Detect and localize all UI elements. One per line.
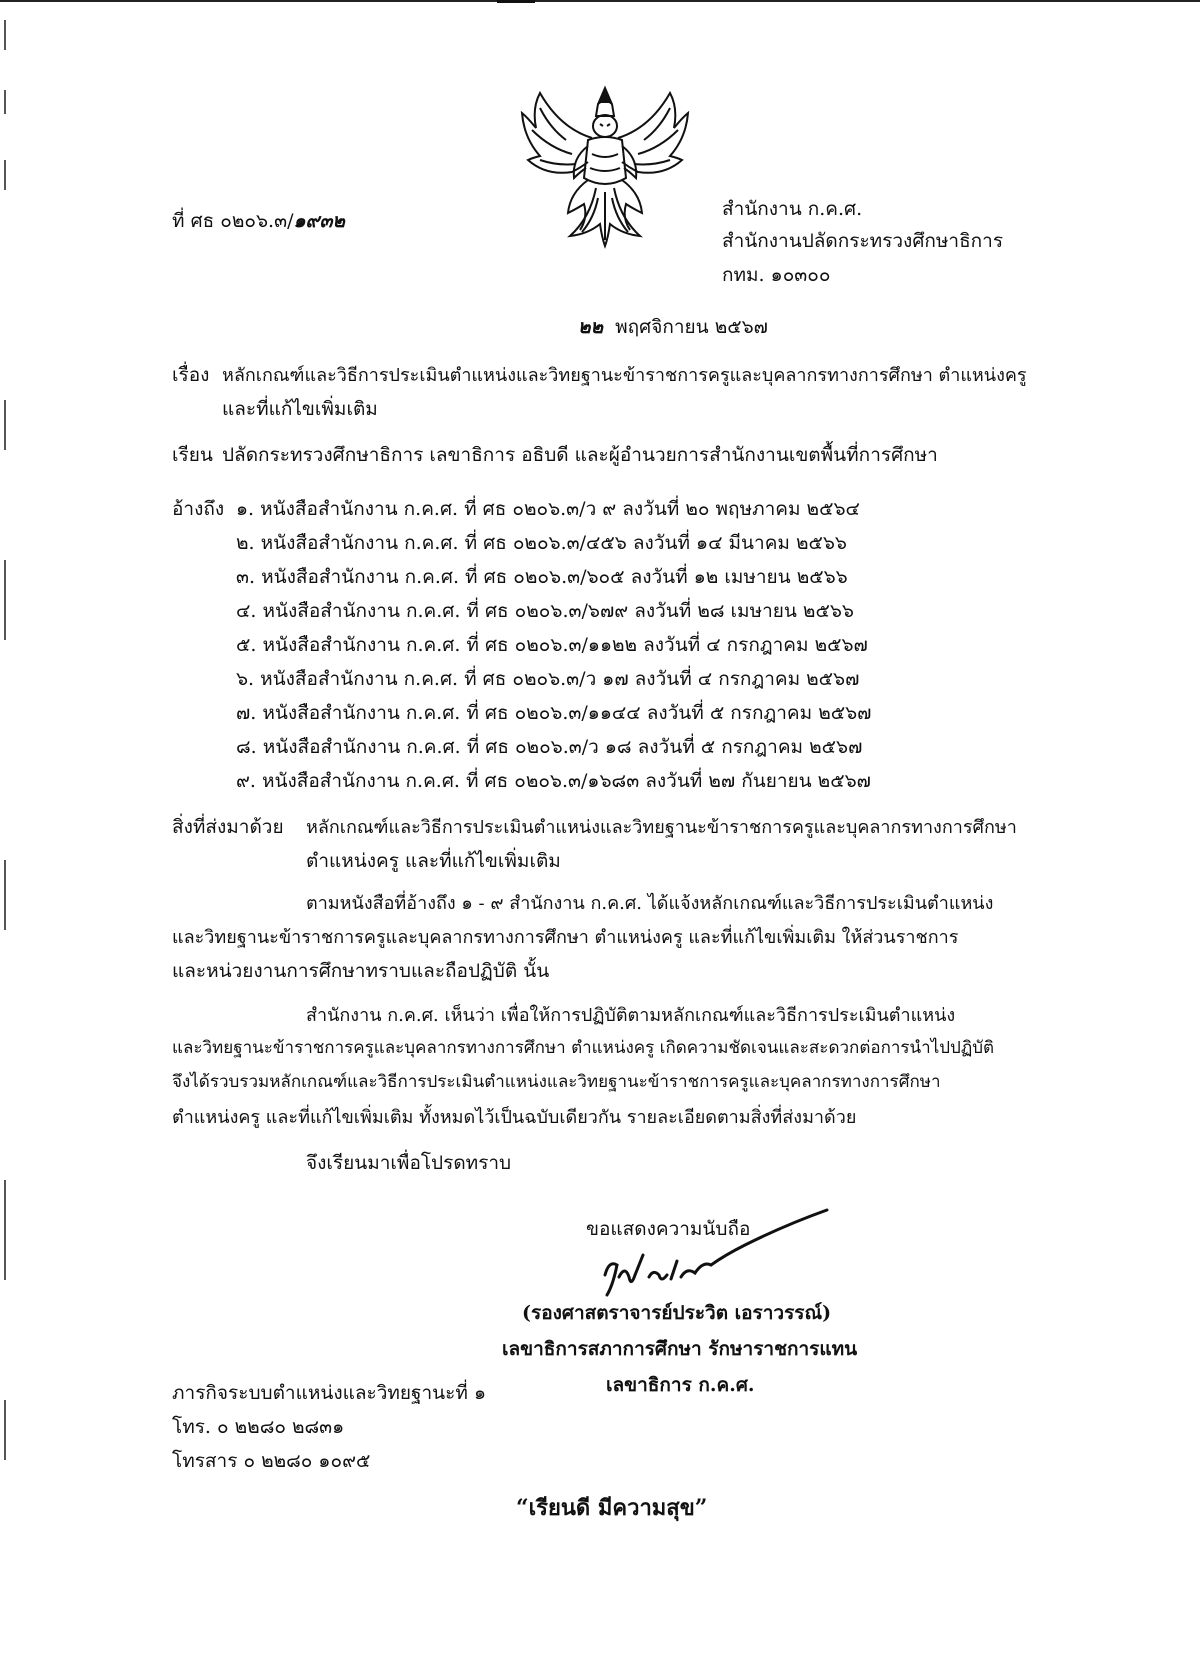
subject-line-2: และที่แก้ไขเพิ่มเติม <box>222 398 378 420</box>
body-paragraph-2-line: จึงได้รวบรวมหลักเกณฑ์และวิธีการประเมินตำแหน่งและวิทยฐานะข้าราชการครูและบุคลากรทางการศึกษา <box>172 1072 941 1092</box>
scan-edge-mark <box>4 560 6 640</box>
footer-unit: ภารกิจระบบตำแหน่งและวิทยฐานะที่ ๑ <box>172 1382 487 1404</box>
scan-edge-mark <box>4 20 6 50</box>
reference-item: ๘. หนังสือสำนักงาน ก.ค.ศ. ที่ ศธ ๐๒๐๖.๓/ว ๑๘ ลงวันที่ ๕ กรกฎาคม ๒๕๖๗ <box>236 736 863 758</box>
signer-title-2: เลขาธิการ ก.ค.ศ. <box>606 1374 755 1396</box>
to-text: ปลัดกระทรวงศึกษาธิการ เลขาธิการ อธิบดี และผู้อำนวยการสำนักงานเขตพื้นที่การศึกษา <box>222 444 938 466</box>
subject-line-1: หลักเกณฑ์และวิธีการประเมินตำแหน่งและวิทยฐานะข้าราชการครูและบุคลากรทางการศึกษา ตำแหน่งครู <box>222 365 1027 386</box>
sender-line-2: สำนักงานปลัดกระทรวงศึกษาธิการ <box>722 230 1004 252</box>
signer-title-1: เลขาธิการสภาการศึกษา รักษาราชการแทน <box>502 1338 858 1360</box>
body-paragraph-2-line: ตำแหน่งครู และที่แก้ไขเพิ่มเติม ทั้งหมดไว้เป็นฉบับเดียวกัน รายละเอียดตามสิ่งที่ส่งมาด้วย <box>172 1107 857 1128</box>
closing-line: จึงเรียนมาเพื่อโปรดทราบ <box>306 1152 512 1174</box>
enclosure-label: สิ่งที่ส่งมาด้วย <box>172 816 284 838</box>
document-number: ที่ ศธ ๐๒๐๖.๓/๑๙๓๒ <box>172 210 345 232</box>
scan-edge-mark <box>4 1400 6 1460</box>
reference-item: ๕. หนังสือสำนักงาน ก.ค.ศ. ที่ ศธ ๐๒๐๖.๓/๑๑๒๒ ลงวันที่ ๔ กรกฎาคม ๒๕๖๗ <box>236 634 868 656</box>
body-paragraph-1-line: ตามหนังสือที่อ้างถึง ๑ - ๙ สำนักงาน ก.ค.ศ. ได้แจ้งหลักเกณฑ์และวิธีการประเมินตำแหน่ง <box>306 893 994 914</box>
reference-item: ๗. หนังสือสำนักงาน ก.ค.ศ. ที่ ศธ ๐๒๐๖.๓/๑๑๔๔ ลงวันที่ ๕ กรกฎาคม ๒๕๖๗ <box>236 702 872 724</box>
reference-item: ๑. หนังสือสำนักงาน ก.ค.ศ. ที่ ศธ ๐๒๐๖.๓/ว ๙ ลงวันที่ ๒๐ พฤษภาคม ๒๕๖๔ <box>236 498 860 520</box>
reference-item: ๙. หนังสือสำนักงาน ก.ค.ศ. ที่ ศธ ๐๒๐๖.๓/๑๖๘๓ ลงวันที่ ๒๗ กันยายน ๒๕๖๗ <box>236 770 871 792</box>
regards-text: ขอแสดงความนับถือ <box>586 1218 751 1240</box>
reference-label: อ้างถึง <box>172 498 225 520</box>
signature <box>595 1205 845 1305</box>
reference-item: ๓. หนังสือสำนักงาน ก.ค.ศ. ที่ ศธ ๐๒๐๖.๓/๖๐๕ ลงวันที่ ๑๒ เมษายน ๒๕๖๖ <box>236 566 848 588</box>
footer-tel: โทร. ๐ ๒๒๘๐ ๒๘๓๑ <box>172 1416 345 1438</box>
page-top-mark <box>497 0 535 3</box>
slogan: “เรียนดี มีความสุข” <box>516 1495 708 1521</box>
reference-item: ๒. หนังสือสำนักงาน ก.ค.ศ. ที่ ศธ ๐๒๐๖.๓/๔๕๖ ลงวันที่ ๑๔ มีนาคม ๒๕๖๖ <box>236 532 847 554</box>
scan-edge-mark <box>4 400 6 450</box>
body-paragraph-1-line: และวิทยฐานะข้าราชการครูและบุคลากรทางการศึกษา ตำแหน่งครู และที่แก้ไขเพิ่มเติม ให้ส่วนราชการ <box>172 927 959 948</box>
signer-name: (รองศาสตราจารย์ประวิต เอราวรรณ์) <box>522 1302 832 1324</box>
page-top-border <box>0 0 1200 2</box>
reference-item: ๔. หนังสือสำนักงาน ก.ค.ศ. ที่ ศธ ๐๒๐๖.๓/๖๗๙ ลงวันที่ ๒๘ เมษายน ๒๕๖๖ <box>236 600 854 622</box>
reference-item: ๖. หนังสือสำนักงาน ก.ค.ศ. ที่ ศธ ๐๒๐๖.๓/ว ๑๗ ลงวันที่ ๔ กรกฎาคม ๒๕๖๗ <box>236 668 860 690</box>
enclosure-line-1: หลักเกณฑ์และวิธีการประเมินตำแหน่งและวิทยฐานะข้าราชการครูและบุคลากรทางการศึกษา <box>306 817 1017 838</box>
enclosure-line-2: ตำแหน่งครู และที่แก้ไขเพิ่มเติม <box>306 850 561 872</box>
scan-edge-mark <box>4 1180 6 1280</box>
footer-fax: โทรสาร ๐ ๒๒๘๐ ๑๐๙๕ <box>172 1450 371 1472</box>
sender-line-3: กทม. ๑๐๓๐๐ <box>722 264 831 286</box>
scan-edge-mark <box>4 90 6 114</box>
scan-edge-mark <box>4 860 6 930</box>
body-paragraph-1-line: และหน่วยงานการศึกษาทราบและถือปฏิบัติ นั้น <box>172 960 550 982</box>
letter-date: ๒๒ พฤศจิกายน ๒๕๖๗ <box>578 316 768 338</box>
scan-edge-mark <box>4 160 6 190</box>
sender-line-1: สำนักงาน ก.ค.ศ. <box>722 198 863 220</box>
subject-label: เรื่อง <box>172 364 210 386</box>
garuda-emblem <box>510 68 700 258</box>
to-label: เรียน <box>172 444 213 466</box>
body-paragraph-2-line: และวิทยฐานะข้าราชการครูและบุคลากรทางการศึกษา ตำแหน่งครู เกิดความชัดเจนและสะดวกต่อการนำไปปฏิบัติ <box>172 1038 995 1058</box>
body-paragraph-2-line: สำนักงาน ก.ค.ศ. เห็นว่า เพื่อให้การปฏิบัติตามหลักเกณฑ์และวิธีการประเมินตำแหน่ง <box>306 1005 956 1026</box>
